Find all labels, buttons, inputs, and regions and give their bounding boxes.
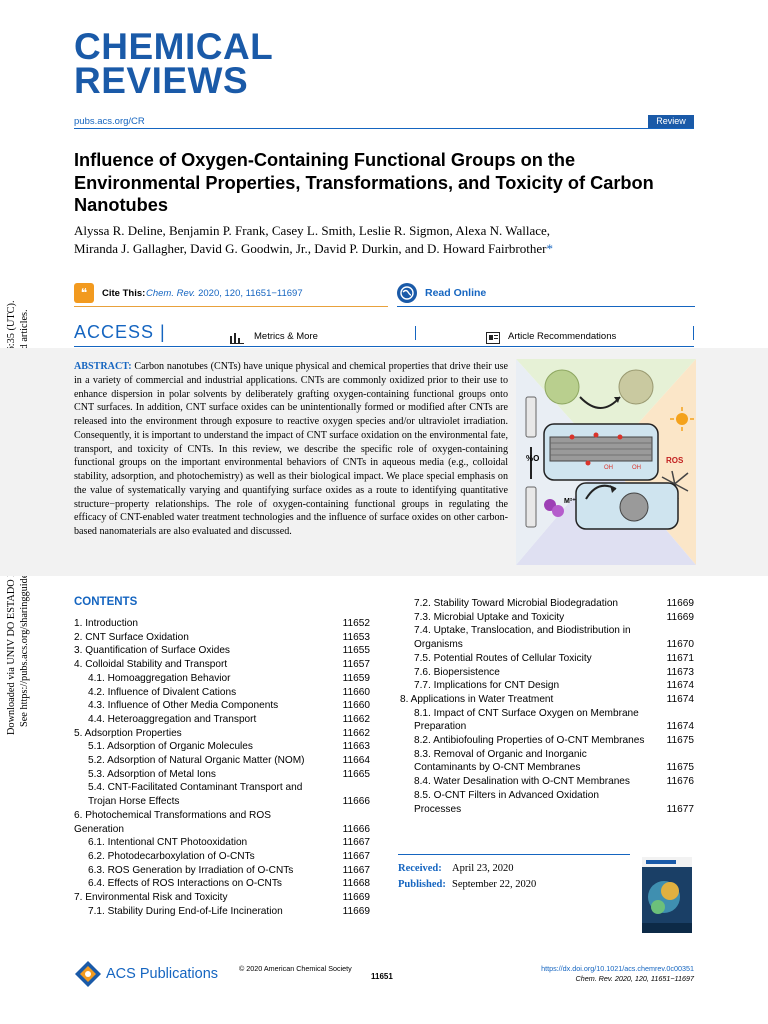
- contents-entry-title: 6.4. Effects of ROS Interactions on O-CNTs: [88, 878, 282, 890]
- contents-entry-title: 8.1. Impact of CNT Surface Oxygen on Membrane Preparation: [414, 707, 639, 733]
- contents-entry-page: 11655: [342, 645, 370, 657]
- contents-entry-title: 3. Quantification of Surface Oxides: [74, 645, 230, 657]
- contents-entry[interactable]: [74, 850, 370, 864]
- footer-journal-citation: Chem. Rev. 2020, 120, 11651−11697: [575, 974, 694, 983]
- article-type-badge: Review: [648, 115, 694, 128]
- contents-entry-title: 5.1. Adsorption of Organic Molecules: [88, 741, 253, 753]
- contents-entry[interactable]: [400, 611, 694, 625]
- contents-entry-title: 4.3. Influence of Other Media Components: [88, 700, 279, 712]
- access-divider: [415, 326, 416, 340]
- contents-heading: CONTENTS: [74, 596, 138, 608]
- contents-entry-title: 4.2. Influence of Divalent Cations: [88, 686, 237, 698]
- contents-entry[interactable]: [400, 624, 694, 651]
- corresponding-author-link[interactable]: *: [546, 241, 553, 256]
- contents-entry-page: 11670: [666, 639, 694, 651]
- article-title: Influence of Oxygen-Containing Functional Groups on the Environmental Properties, Transformations, and Toxicity of Carbon Nanotubes: [74, 150, 654, 215]
- contents-entry[interactable]: [400, 652, 694, 666]
- contents-entry[interactable]: [74, 809, 370, 836]
- access-label: ACCESS |: [74, 322, 166, 342]
- contents-entry-page: 11660: [342, 700, 370, 712]
- toc-graphic-oh-1: OH: [604, 465, 613, 471]
- read-online-box[interactable]: [397, 280, 695, 307]
- contents-entry-title: 6.1. Intentional CNT Photooxidation: [88, 837, 248, 849]
- contents-entry-page: 11669: [666, 611, 694, 623]
- citation-link[interactable]: [146, 288, 303, 299]
- journal-logo[interactable]: [74, 26, 274, 101]
- contents-entry[interactable]: [74, 699, 370, 713]
- published-label: Published:: [398, 879, 446, 890]
- contents-entry-title: 7.6. Biopersistence: [414, 666, 500, 678]
- contents-entry-title: 7.2. Stability Toward Microbial Biodegradation: [414, 598, 619, 609]
- contents-column-1: [74, 617, 370, 918]
- contents-entry[interactable]: [74, 631, 370, 645]
- contents-entry-page: 11667: [342, 850, 370, 862]
- citation-ref: 2020, 120, 11651−11697: [195, 288, 303, 299]
- contents-entry-page: 11674: [666, 680, 694, 692]
- metrics-link[interactable]: Metrics & More: [254, 331, 318, 342]
- contents-entry[interactable]: [74, 877, 370, 891]
- read-online-link[interactable]: Read Online: [425, 287, 487, 299]
- contents-entry-title: 5.2. Adsorption of Natural Organic Matter (NOM): [88, 755, 305, 767]
- contents-entry[interactable]: [74, 768, 370, 782]
- contents-entry[interactable]: [74, 713, 370, 727]
- journal-logo-line2: REVIEWS: [74, 60, 249, 101]
- abstract-heading: ABSTRACT:: [74, 361, 132, 372]
- contents-entry[interactable]: [74, 740, 370, 754]
- contents-entry[interactable]: [74, 672, 370, 686]
- contents-entry-page: 11675: [666, 762, 694, 774]
- globe-icon: [397, 283, 417, 303]
- contents-entry-page: 11676: [666, 776, 694, 788]
- published-date: September 22, 2020: [452, 879, 537, 890]
- contents-entry-page: 11675: [666, 735, 694, 747]
- contents-entry[interactable]: [400, 748, 694, 775]
- contents-entry[interactable]: [74, 905, 370, 919]
- contents-entry-title: 6.2. Photodecarboxylation of O-CNTs: [88, 850, 255, 862]
- journal-cover-thumbnail[interactable]: [642, 857, 692, 933]
- contents-entry-page: 11663: [342, 741, 370, 753]
- copyright: © 2020 American Chemical Society: [239, 964, 352, 973]
- toc-graphic-pct-o: %O: [526, 454, 540, 463]
- access-divider-end: [693, 326, 694, 340]
- contents-entry-title: 8.5. O-CNT Filters in Advanced Oxidation Processes: [414, 789, 599, 815]
- contents-entry[interactable]: [400, 693, 694, 707]
- contents-entry-title: 8. Applications in Water Treatment: [400, 693, 554, 705]
- contents-entry-page: 11662: [342, 727, 370, 739]
- contents-entry[interactable]: [74, 781, 370, 808]
- access-bar: [74, 322, 694, 348]
- access-rule: [74, 346, 694, 347]
- toc-graphic-oh-2: OH: [632, 465, 641, 471]
- contents-entry-title: 1. Introduction: [74, 618, 138, 629]
- journal-logo-line1: CHEMICAL: [74, 26, 274, 67]
- contents-entry-page: 11659: [342, 672, 370, 684]
- article-recommendations-link[interactable]: Article Recommendations: [508, 331, 617, 342]
- contents-entry-title: 7.5. Potential Routes of Cellular Toxicity: [414, 652, 592, 664]
- contents-entry-page: 11669: [342, 892, 370, 904]
- contents-entry-page: 11669: [342, 905, 370, 917]
- contents-entry-title: 7.1. Stability During End-of-Life Incineration: [88, 905, 283, 917]
- contents-entry[interactable]: [400, 775, 694, 789]
- acs-logo-icon: [74, 960, 102, 988]
- contents-entry-page: 11668: [342, 878, 370, 890]
- contents-entry-title: 5.3. Adsorption of Metal Ions: [88, 768, 216, 780]
- contents-entry-title: 8.3. Removal of Organic and Inorganic Contaminants by O-CNT Membranes: [414, 748, 587, 774]
- publisher-name: ACS Publications: [106, 966, 219, 982]
- contents-entry-title: 4.4. Heteroaggregation and Transport: [88, 713, 257, 725]
- doi-link[interactable]: https://dx.doi.org/10.1021/acs.chemrev.0c00351: [541, 964, 694, 973]
- author-line-2: Miranda J. Gallagher, David G. Goodwin, Jr., David P. Durkin, and D. Howard Fairbrother: [74, 241, 547, 256]
- contents-entry-title: 8.2. Antibiofouling Properties of O-CNT Membranes: [414, 735, 645, 747]
- contents-entry[interactable]: [74, 836, 370, 850]
- contents-entry-title: 4. Colloidal Stability and Transport: [74, 659, 228, 671]
- header-rule: [74, 128, 694, 129]
- contents-entry-page: 11657: [342, 659, 370, 671]
- contents-entry-title: 8.4. Water Desalination with O-CNT Membranes: [414, 776, 630, 788]
- contents-entry-page: 11666: [342, 796, 370, 808]
- contents-entry-page: 11673: [666, 666, 694, 678]
- contents-entry[interactable]: [74, 617, 370, 631]
- toc-graphic-metal: M²⁺: [564, 498, 576, 505]
- contents-entry-page: 11674: [666, 721, 694, 733]
- cite-label: Cite This:: [102, 288, 146, 299]
- author-line-1: Alyssa R. Deline, Benjamin P. Frank, Casey L. Smith, Leslie R. Sigmon, Alexa N. Wallace,: [74, 223, 551, 238]
- contents-entry-title: 5. Adsorption Properties: [74, 727, 182, 739]
- cite-this-box[interactable]: [74, 280, 388, 307]
- contents-entry-page: 11652: [342, 618, 370, 629]
- contents-entry-title: 6.3. ROS Generation by Irradiation of O-CNTs: [88, 864, 294, 876]
- contents-entry-page: 11666: [342, 823, 370, 835]
- toc-graphic-ros: ROS: [666, 456, 684, 465]
- contents-entry-page: 11660: [342, 686, 370, 698]
- journal-site-link[interactable]: pubs.acs.org/CR: [74, 116, 145, 127]
- received-label: Received:: [398, 863, 442, 874]
- contents-entry[interactable]: [400, 679, 694, 693]
- contents-entry[interactable]: [74, 754, 370, 768]
- dates-rule: [398, 854, 630, 855]
- toc-graphic[interactable]: [516, 359, 696, 565]
- contents-entry[interactable]: [74, 658, 370, 672]
- contents-entry-title: 7.3. Microbial Uptake and Toxicity: [414, 611, 565, 623]
- abstract: [74, 360, 508, 539]
- contents-entry-title: 7. Environmental Risk and Toxicity: [74, 892, 228, 904]
- contents-entry-title: 7.4. Uptake, Translocation, and Biodistribution in Organisms: [414, 625, 631, 651]
- contents-entry-title: 4.1. Homoaggregation Behavior: [88, 672, 231, 684]
- contents-entry-title: 2. CNT Surface Oxidation: [74, 631, 189, 643]
- contents-entry-page: 11667: [342, 864, 370, 876]
- contents-entry-title: 6. Photochemical Transformations and ROS Generation: [74, 809, 271, 835]
- contents-entry[interactable]: [74, 727, 370, 741]
- author-list: [74, 222, 704, 258]
- contents-entry[interactable]: [74, 891, 370, 905]
- contents-entry-title: 5.4. CNT-Facilitated Contaminant Transport and Trojan Horse Effects: [88, 782, 303, 808]
- citation-journal: Chem. Rev.: [146, 288, 196, 299]
- access-separator: |: [160, 322, 166, 342]
- footer-citation: [456, 964, 694, 984]
- contents-entry[interactable]: [400, 789, 694, 816]
- contents-entry[interactable]: [400, 734, 694, 748]
- contents-entry-page: 11667: [342, 837, 370, 849]
- contents-entry-page: 11653: [342, 631, 370, 643]
- contents-entry[interactable]: [400, 666, 694, 680]
- contents-entry[interactable]: [74, 864, 370, 878]
- page-number: 11651: [371, 972, 393, 981]
- publication-dates: [398, 861, 536, 893]
- contents-entry[interactable]: [400, 707, 694, 734]
- contents-entry-page: 11662: [342, 713, 370, 725]
- received-date: April 23, 2020: [452, 863, 514, 874]
- contents-entry-page: 11665: [342, 768, 370, 780]
- abstract-text: Carbon nanotubes (CNTs) have unique physical and chemical properties that drive their use in a variety of commercial and industrial applications. CNTs are commonly oxidized prior to their use to enhance dispersion in polar solvents by deliberately grafting oxygen-containing functional groups onto CNT surfaces. In addition, CNT surface oxides can be unintentionally formed or modified after CNTs are released into the environment through exposure to reactive oxygen species and/or ultraviolet irradiation. Consequently, it is important to understand the impact of CNT surface oxidation on the environmental fate, transport, and toxicity of CNTs. In this review, we describe the specific role of oxygen-containing functional groups on the important environmental behaviors of CNTs in aqueous media (e.g., colloidal stability, adsorption, and photochemistry) as well as their biological impact. We place special emphasis on the value of systematically varying and quantifying surface oxides as a route to identifying quantitative structure−property relationships. The role of oxygen-containing functional groups in regulating the efficacy of CNT-enabled water treatment technologies and the influence of surface oxides on other carbon-based nanomaterials are also evaluated and discussed.: [74, 361, 508, 537]
- quote-icon: ❝: [74, 283, 94, 303]
- contents-entry[interactable]: [74, 644, 370, 658]
- contents-entry-page: 11677: [666, 803, 694, 815]
- contents-entry-page: 11664: [342, 755, 370, 767]
- contents-entry-page: 11669: [666, 598, 694, 609]
- contents-entry-title: 7.7. Implications for CNT Design: [414, 680, 560, 692]
- contents-entry[interactable]: [400, 597, 694, 611]
- contents-entry[interactable]: [74, 686, 370, 700]
- contents-entry-page: 11674: [666, 693, 694, 705]
- contents-entry-page: 11671: [666, 652, 694, 664]
- contents-column-2: [400, 597, 694, 816]
